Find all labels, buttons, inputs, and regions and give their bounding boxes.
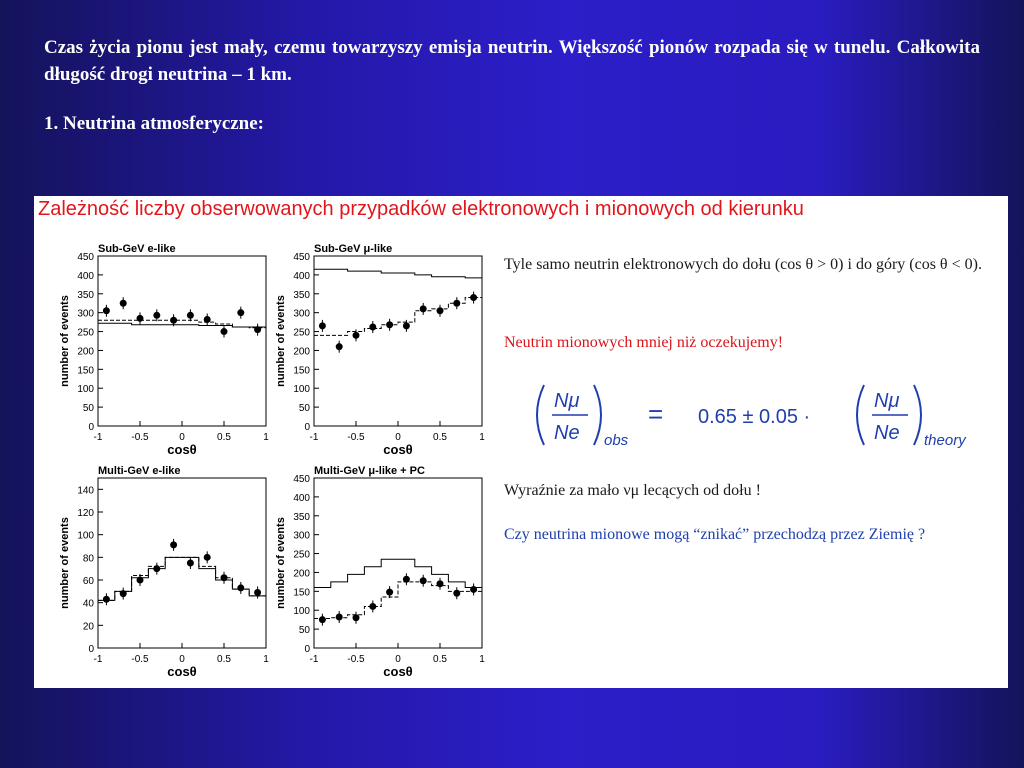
data-point-0-1 xyxy=(120,300,127,307)
xtick-label-0-4: 1 xyxy=(263,432,269,443)
formula-value: 0.65 ± 0.05 · xyxy=(698,406,811,428)
ylabel-1: number of events xyxy=(275,295,287,387)
ytick-label-0-7: 350 xyxy=(77,289,94,301)
data-point-1-0 xyxy=(319,322,326,329)
ytick-label-1-3: 150 xyxy=(293,365,310,377)
data-point-2-8 xyxy=(237,584,244,591)
text-equal-electron-content: Tyle samo neutrin elektronowych do dołu (cos θ > 0) i do góry (cos θ < 0). xyxy=(504,256,982,273)
ytick-label-0-3: 150 xyxy=(77,365,94,377)
ytick-label-2-2: 40 xyxy=(82,598,94,610)
ytick-label-2-3: 60 xyxy=(82,576,94,587)
data-point-0-8 xyxy=(237,309,244,316)
data-point-2-6 xyxy=(204,554,211,561)
xtick-label-1-4: 1 xyxy=(479,432,485,443)
text-too-few: Wyraźnie za mało νμ lecących od dołu ! xyxy=(504,482,761,499)
data-point-0-7 xyxy=(221,328,228,335)
data-point-2-7 xyxy=(221,574,228,581)
ytick-label-2-1: 20 xyxy=(82,621,94,633)
ytick-label-0-0: 0 xyxy=(88,422,94,433)
xtick-label-1-2: 0 xyxy=(395,432,401,443)
xlabel-3: cosθ xyxy=(383,664,413,679)
data-point-0-9 xyxy=(254,326,261,333)
data-point-2-2 xyxy=(137,577,144,584)
plot-title-3: Multi-GeV μ-like + PC xyxy=(314,465,425,477)
data-point-3-1 xyxy=(336,614,343,621)
xtick-label-1-3: 0.5 xyxy=(433,432,447,443)
data-point-3-3 xyxy=(369,603,376,610)
data-point-3-6 xyxy=(420,577,427,584)
xlabel-0: cosθ xyxy=(167,442,197,457)
ytick-label-1-5: 250 xyxy=(293,327,310,339)
xtick-label-3-2: 0 xyxy=(395,654,401,665)
intro-paragraph: Czas życia pionu jest mały, czemu towarzyszy emisja neutrin. Większość pionów rozpada się w tunelu. Całkowita długość drogi neutrina – 1 km. xyxy=(44,37,980,85)
xlabel-1: cosθ xyxy=(383,442,413,457)
ytick-label-1-0: 0 xyxy=(304,422,310,433)
data-point-1-6 xyxy=(420,305,427,312)
formula-paren-right-1 xyxy=(594,385,601,445)
ytick-label-2-5: 100 xyxy=(77,530,94,542)
ytick-label-2-6: 120 xyxy=(77,508,94,519)
ytick-label-3-5: 250 xyxy=(293,549,310,561)
ytick-label-3-3: 150 xyxy=(293,587,310,599)
ylabel-3: number of events xyxy=(275,517,287,609)
xtick-label-3-1: -0.5 xyxy=(347,654,365,665)
formula-equals: = xyxy=(648,399,664,429)
data-point-3-4 xyxy=(386,589,393,596)
formula-num-2: Nμ xyxy=(874,390,900,412)
formula-den-1: Ne xyxy=(554,422,580,444)
xtick-label-3-0: -1 xyxy=(309,654,319,665)
data-point-1-2 xyxy=(353,332,360,339)
figure-panel xyxy=(34,196,1008,688)
data-point-1-5 xyxy=(403,322,410,329)
xtick-label-0-3: 0.5 xyxy=(217,432,231,443)
ytick-label-0-9: 450 xyxy=(77,252,94,263)
ytick-label-1-2: 100 xyxy=(293,384,310,396)
formula-theory: theory xyxy=(924,432,966,449)
ytick-label-3-7: 350 xyxy=(293,511,310,523)
ytick-label-0-6: 300 xyxy=(77,308,94,320)
expected-noosc-1 xyxy=(314,269,482,278)
expected-noosc-3 xyxy=(314,559,482,587)
xtick-label-0-1: -0.5 xyxy=(131,432,149,443)
text-equal-electron xyxy=(504,256,1004,274)
data-point-1-8 xyxy=(453,300,460,307)
xtick-label-3-4: 1 xyxy=(479,654,485,665)
ytick-label-0-2: 100 xyxy=(77,384,94,396)
xtick-label-1-0: -1 xyxy=(309,432,319,443)
xtick-label-3-3: 0.5 xyxy=(433,654,447,665)
plot-title-1: Sub-GeV μ-like xyxy=(314,243,393,255)
plots-grid xyxy=(34,196,504,688)
data-point-1-1 xyxy=(336,343,343,350)
ytick-label-0-5: 250 xyxy=(77,327,94,339)
ylabel-2: number of events xyxy=(59,517,71,609)
ytick-label-3-8: 400 xyxy=(293,492,310,504)
ytick-label-2-7: 140 xyxy=(77,485,94,497)
ytick-label-0-4: 200 xyxy=(77,346,94,358)
data-point-0-2 xyxy=(137,315,144,322)
xtick-label-0-2: 0 xyxy=(179,432,185,443)
formula-paren-left-2 xyxy=(857,385,864,445)
plot-frame-2 xyxy=(98,478,266,648)
data-point-0-0 xyxy=(103,307,110,314)
data-point-0-4 xyxy=(170,317,177,324)
ytick-label-0-1: 50 xyxy=(82,403,94,415)
ytick-label-1-1: 50 xyxy=(298,403,310,415)
ytick-label-2-4: 80 xyxy=(82,553,94,565)
ytick-label-1-4: 200 xyxy=(293,346,310,358)
expected-noosc-0 xyxy=(98,323,266,327)
ratio-formula xyxy=(526,379,996,459)
xlabel-2: cosθ xyxy=(167,664,197,679)
ytick-label-3-4: 200 xyxy=(293,568,310,580)
ytick-label-3-1: 50 xyxy=(298,625,310,637)
data-point-2-1 xyxy=(120,590,127,597)
text-muon-deficit: Neutrin mionowych mniej niż oczekujemy! xyxy=(504,334,784,351)
plot-title-0: Sub-GeV e-like xyxy=(98,243,176,255)
text-question: Czy neutrina mionowe mogą “znikać” przechodzą przez Ziemię ? xyxy=(504,526,926,543)
xtick-label-2-0: -1 xyxy=(93,654,103,665)
data-point-0-6 xyxy=(204,316,211,323)
data-point-2-4 xyxy=(170,541,177,548)
ytick-label-1-6: 300 xyxy=(293,308,310,320)
data-point-1-4 xyxy=(386,321,393,328)
formula-num-1: Nμ xyxy=(554,390,580,412)
ytick-label-2-0: 0 xyxy=(88,644,94,655)
xtick-label-2-4: 1 xyxy=(263,654,269,665)
ytick-label-1-8: 400 xyxy=(293,270,310,282)
ytick-label-3-0: 0 xyxy=(304,644,310,655)
data-point-2-3 xyxy=(153,565,160,572)
slide-text xyxy=(44,34,980,137)
data-point-0-5 xyxy=(187,312,194,319)
xtick-label-0-0: -1 xyxy=(93,432,103,443)
ytick-label-0-8: 400 xyxy=(77,270,94,282)
plot-frame-0 xyxy=(98,256,266,426)
data-point-2-5 xyxy=(187,560,194,567)
data-point-2-0 xyxy=(103,596,110,603)
ytick-label-1-9: 450 xyxy=(293,252,310,263)
ytick-label-3-9: 450 xyxy=(293,474,310,485)
plot-title-2: Multi-GeV e-like xyxy=(98,465,181,477)
data-point-3-5 xyxy=(403,576,410,583)
data-point-1-7 xyxy=(437,307,444,314)
data-point-3-9 xyxy=(470,586,477,593)
xtick-label-2-2: 0 xyxy=(179,654,185,665)
ytick-label-1-7: 350 xyxy=(293,289,310,301)
xtick-label-2-3: 0.5 xyxy=(217,654,231,665)
panel-title: Zależność liczby obserwowanych przypadków elektronowych i mionowych od kierunku xyxy=(38,198,804,220)
ylabel-0: number of events xyxy=(59,295,71,387)
data-point-3-0 xyxy=(319,616,326,623)
data-point-3-2 xyxy=(353,614,360,621)
formula-paren-left-1 xyxy=(537,385,544,445)
section-heading: 1. Neutrina atmosferyczne: xyxy=(44,113,265,134)
data-point-0-3 xyxy=(153,312,160,319)
ytick-label-3-6: 300 xyxy=(293,530,310,542)
ytick-label-3-2: 100 xyxy=(293,606,310,618)
data-point-2-9 xyxy=(254,589,261,596)
formula-paren-right-2 xyxy=(914,385,921,445)
formula-den-2: Ne xyxy=(874,422,900,444)
data-point-3-8 xyxy=(453,590,460,597)
formula-obs: obs xyxy=(604,432,629,449)
xtick-label-2-1: -0.5 xyxy=(131,654,149,665)
data-point-1-3 xyxy=(369,324,376,331)
data-point-1-9 xyxy=(470,294,477,301)
data-point-3-7 xyxy=(437,580,444,587)
xtick-label-1-1: -0.5 xyxy=(347,432,365,443)
